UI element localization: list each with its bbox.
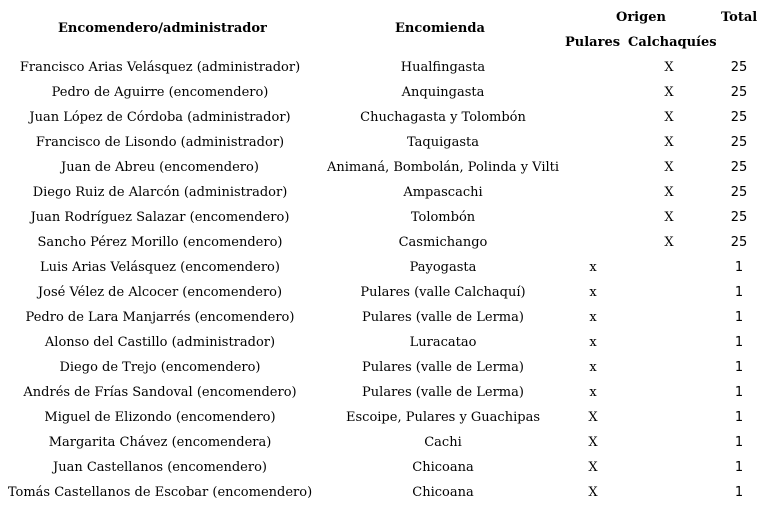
pulares-mark-cell: [572, 105, 614, 130]
header-total: Total: [721, 10, 758, 25]
encomienda-cell: Animaná, Bombolán, Polinda y Vilti: [326, 160, 560, 175]
table-row: [0, 180, 766, 205]
encomienda-cell: Chicoana: [412, 485, 474, 500]
total-cell: 1: [734, 260, 744, 275]
total-cell: 25: [730, 185, 748, 200]
pulares-mark-cell: [572, 130, 614, 155]
calchaquies-mark-cell: [640, 430, 698, 455]
total-cell: 1: [734, 385, 744, 400]
encomendero-cell: Alonso del Castillo (administrador): [44, 335, 276, 350]
calchaquies-mark-cell: [640, 380, 698, 405]
header-calchaquies: Calchaquíes: [628, 35, 717, 50]
encomienda-cell: Cachi: [424, 435, 462, 450]
encomendero-cell: Tomás Castellanos de Escobar (encomendero): [7, 485, 313, 500]
calchaquies-mark-cell: [640, 480, 698, 505]
encomienda-cell: Taquigasta: [407, 135, 479, 150]
encomienda-cell: Payogasta: [409, 260, 477, 275]
encomendero-cell: Pedro de Aguirre (encomendero): [51, 85, 269, 100]
total-cell: 1: [734, 410, 744, 425]
total-cell: 25: [730, 160, 748, 175]
table-row: [0, 355, 766, 380]
table-row: [0, 155, 766, 180]
encomendero-cell: Francisco de Lisondo (administrador): [35, 135, 285, 150]
calchaquies-mark-cell: [640, 255, 698, 280]
table-row: [0, 330, 766, 355]
header-pulares: Pulares: [565, 35, 621, 50]
table-row: [0, 480, 766, 505]
encomienda-cell: Tolombón: [410, 210, 476, 225]
encomendero-cell: Juan Rodríguez Salazar (encomendero): [30, 210, 290, 225]
pulares-mark-cell: x: [589, 335, 597, 350]
total-cell: 1: [734, 460, 744, 475]
encomienda-cell: Chuchagasta y Tolombón: [360, 110, 526, 125]
pulares-mark-cell: x: [589, 310, 597, 325]
table-row: [0, 455, 766, 480]
total-cell: 25: [730, 60, 748, 75]
header-encomendero: Encomendero/administrador: [58, 21, 267, 36]
total-cell: 1: [734, 485, 744, 500]
encomendero-cell: Juan López de Córdoba (administrador): [29, 110, 291, 125]
pulares-mark-cell: x: [589, 285, 597, 300]
table-row: [0, 80, 766, 105]
pulares-mark-cell: X: [588, 485, 598, 500]
encomendero-cell: Francisco Arias Velásquez (administrador): [19, 60, 301, 75]
calchaquies-mark-cell: [640, 305, 698, 330]
pulares-mark-cell: x: [589, 385, 597, 400]
encomienda-cell: Pulares (valle de Lerma): [362, 385, 524, 400]
encomendero-cell: Diego de Trejo (encomendero): [59, 360, 261, 375]
encomendero-cell: José Vélez de Alcocer (encomendero): [37, 285, 283, 300]
total-cell: 1: [734, 435, 744, 450]
encomienda-cell: Luracatao: [409, 335, 477, 350]
encomendero-cell: Margarita Chávez (encomendera): [48, 435, 272, 450]
encomendero-cell: Pedro de Lara Manjarrés (encomendero): [25, 310, 295, 325]
calchaquies-mark-cell: X: [664, 135, 674, 150]
encomienda-cell: Ampascachi: [403, 185, 483, 200]
calchaquies-mark-cell: X: [664, 85, 674, 100]
calchaquies-mark-cell: [640, 330, 698, 355]
total-cell: 25: [730, 235, 748, 250]
table-row: [0, 105, 766, 130]
calchaquies-mark-cell: [640, 405, 698, 430]
table-row: [0, 430, 766, 455]
table-row: [0, 305, 766, 330]
encomienda-cell: Casmichango: [398, 235, 488, 250]
pulares-mark-cell: [572, 80, 614, 105]
calchaquies-mark-cell: X: [664, 110, 674, 125]
header-encomienda: Encomienda: [395, 21, 485, 36]
pulares-mark-cell: X: [588, 460, 598, 475]
pulares-mark-cell: [572, 230, 614, 255]
total-cell: 1: [734, 335, 744, 350]
total-cell: 25: [730, 85, 748, 100]
total-cell: 1: [734, 310, 744, 325]
encomienda-cell: Chicoana: [412, 460, 474, 475]
encomienda-cell: Pulares (valle de Lerma): [362, 310, 524, 325]
total-cell: 25: [730, 210, 748, 225]
total-cell: 25: [730, 110, 748, 125]
pulares-mark-cell: [572, 180, 614, 205]
encomendero-cell: Luis Arias Velásquez (encomendero): [40, 260, 280, 275]
pulares-mark-cell: X: [588, 410, 598, 425]
calchaquies-mark-cell: X: [664, 235, 674, 250]
encomendero-cell: Sancho Pérez Morillo (encomendero): [37, 235, 283, 250]
encomienda-cell: Escoipe, Pulares y Guachipas: [346, 410, 540, 425]
calchaquies-mark-cell: [640, 280, 698, 305]
total-cell: 1: [734, 285, 744, 300]
encomienda-cell: Anquingasta: [401, 85, 485, 100]
pulares-mark-cell: x: [589, 360, 597, 375]
encomienda-cell: Hualfingasta: [400, 60, 486, 75]
encomendero-cell: Miguel de Elizondo (encomendero): [44, 410, 276, 425]
pulares-mark-cell: X: [588, 435, 598, 450]
table-row: [0, 380, 766, 405]
table-row: [0, 280, 766, 305]
encomendero-cell: Juan Castellanos (encomendero): [53, 460, 267, 475]
header-origen: Origen: [616, 10, 666, 25]
table-row: [0, 205, 766, 230]
calchaquies-mark-cell: X: [664, 210, 674, 225]
pulares-mark-cell: x: [589, 260, 597, 275]
pulares-mark-cell: [572, 205, 614, 230]
encomienda-cell: Pulares (valle de Lerma): [362, 360, 524, 375]
calchaquies-mark-cell: [640, 455, 698, 480]
calchaquies-mark-cell: X: [664, 160, 674, 175]
table-row: [0, 130, 766, 155]
table-row: [0, 255, 766, 280]
table-row: [0, 405, 766, 430]
total-cell: 1: [734, 360, 744, 375]
table-row: [0, 55, 766, 80]
total-cell: 25: [730, 135, 748, 150]
pulares-mark-cell: [572, 155, 614, 180]
pulares-mark-cell: [572, 55, 614, 80]
encomienda-cell: Pulares (valle Calchaquí): [360, 285, 526, 300]
calchaquies-mark-cell: X: [664, 60, 674, 75]
encomendero-cell: Diego Ruiz de Alarcón (administrador): [32, 185, 288, 200]
table-row: [0, 230, 766, 255]
encomendero-cell: Juan de Abreu (encomendero): [61, 160, 259, 175]
encomendero-cell: Andrés de Frías Sandoval (encomendero): [23, 385, 297, 400]
calchaquies-mark-cell: X: [664, 185, 674, 200]
calchaquies-mark-cell: [640, 355, 698, 380]
